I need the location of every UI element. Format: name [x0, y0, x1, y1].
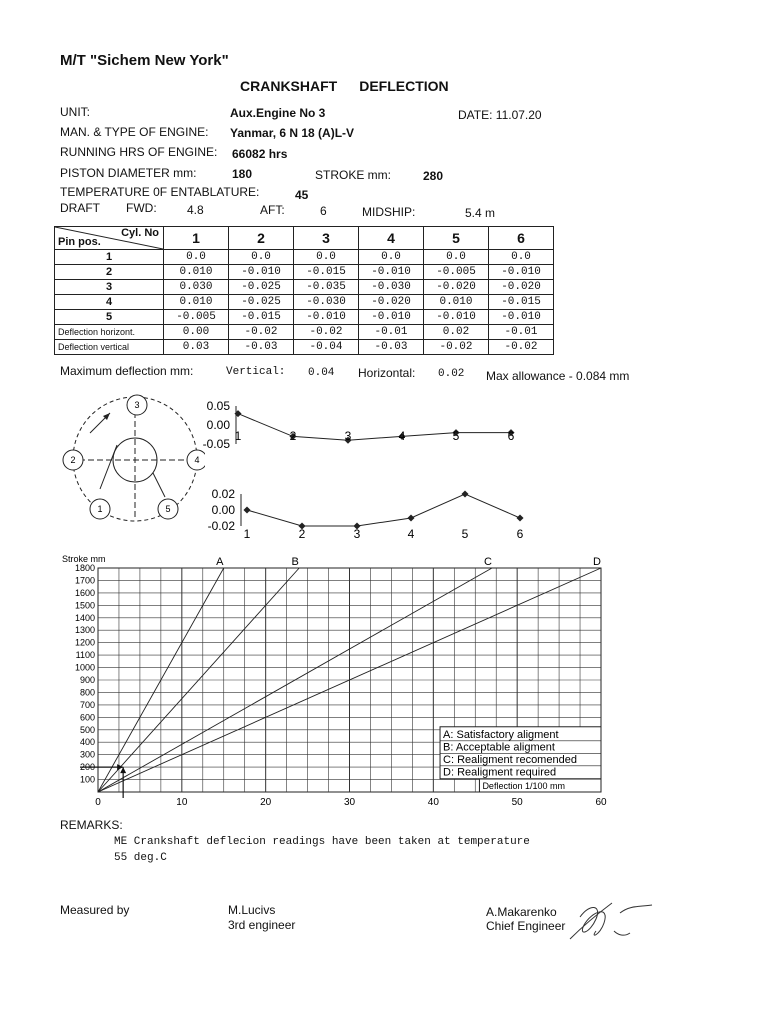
y-tick-label: 1400 — [74, 612, 95, 623]
table-row — [55, 325, 554, 340]
table-cell: 0.010 — [164, 295, 229, 310]
x-tick-label: 30 — [343, 797, 356, 808]
alignment-chart — [56, 552, 656, 812]
row-label: 3 — [55, 280, 164, 295]
y-tick-label: 400 — [79, 737, 95, 748]
y-tick-label: 700 — [79, 699, 95, 710]
remarks-line-1: ME Crankshaft deflecion readings have been taken at temperature — [114, 836, 530, 848]
y-tick-label: 0.02 — [211, 487, 235, 501]
table-cell: -0.02 — [489, 340, 554, 355]
table-row — [55, 310, 554, 325]
table-cell: -0.010 — [359, 310, 424, 325]
table-row — [55, 250, 554, 265]
table-cell: 0.010 — [164, 265, 229, 280]
y-tick-label: 600 — [79, 712, 95, 723]
vertical-deflection-chart — [195, 398, 535, 458]
row-label: 2 — [55, 265, 164, 280]
x-tick-label: 40 — [427, 797, 439, 808]
y-tick-label: 200 — [79, 762, 95, 773]
max-horizontal-label: Horizontal: — [358, 366, 416, 380]
table-row — [55, 265, 554, 280]
max-vertical-label: Vertical: — [226, 366, 286, 378]
data-point — [516, 514, 523, 521]
y-tick-label: 1200 — [74, 637, 95, 648]
x-category-label: 6 — [516, 527, 524, 541]
aft-label: AFT: — [260, 203, 285, 217]
row-label: 4 — [55, 295, 164, 310]
table-cell: 0.00 — [164, 325, 229, 340]
table-cell: -0.030 — [359, 280, 424, 295]
cyl-header: 5 — [424, 227, 489, 250]
table-cell: -0.015 — [489, 295, 554, 310]
piston-label: PISTON DIAMETER mm: — [60, 166, 197, 180]
table-cell: -0.010 — [489, 310, 554, 325]
y-tick-label: 800 — [79, 687, 95, 698]
y-tick-label: 0.00 — [211, 503, 235, 517]
chief-rank: Chief Engineer — [486, 919, 566, 933]
legend-entry: A: Satisfactory aligment — [443, 728, 559, 741]
y-tick-label: 1100 — [75, 650, 95, 661]
table-cell: 0.0 — [424, 250, 489, 265]
y-tick-label: 1500 — [74, 600, 95, 611]
legend-entry: C: Realigment recomended — [443, 753, 577, 766]
y-tick-label: -0.05 — [202, 437, 230, 451]
data-point — [461, 490, 468, 497]
pin-position-label: 2 — [70, 455, 76, 465]
row-label: 5 — [55, 310, 164, 325]
table-row — [55, 295, 554, 310]
table-cell: 0.03 — [164, 340, 229, 355]
cyl-header: 6 — [489, 227, 554, 250]
row-label: Deflection vertical — [55, 340, 164, 355]
pin-position-label: 1 — [97, 504, 103, 514]
table-cell: -0.005 — [424, 265, 489, 280]
fwd-label: FWD: — [126, 201, 157, 215]
x-category-label: 2 — [289, 429, 297, 443]
x-axis-label: Deflection 1/100 mm — [482, 781, 565, 791]
table-cell: -0.020 — [359, 295, 424, 310]
y-tick-label: 1000 — [74, 662, 95, 673]
date-label: DATE: 11.07.20 — [458, 108, 542, 122]
x-tick-label: 20 — [260, 797, 272, 808]
remarks-line-2: 55 deg.C — [114, 852, 167, 864]
cyl-header: 2 — [229, 227, 294, 250]
x-tick-label: 0 — [95, 797, 101, 808]
table-row — [55, 340, 554, 355]
measured-by-label: Measured by — [60, 903, 130, 917]
aft-value: 6 — [320, 204, 327, 218]
y-tick-label: 1800 — [74, 563, 95, 573]
legend-entry: B: Acceptable aligment — [443, 741, 555, 754]
max-deflection-label: Maximum deflection mm: — [60, 364, 194, 378]
table-cell: -0.04 — [294, 340, 359, 355]
table-cell: -0.02 — [229, 325, 294, 340]
table-cell: -0.025 — [229, 295, 294, 310]
y-tick-label: -0.02 — [207, 519, 235, 533]
cyl-header: 1 — [164, 227, 229, 250]
x-category-label: 5 — [452, 429, 460, 443]
title-deflection: DEFLECTION — [359, 78, 449, 94]
table-cell: -0.02 — [424, 340, 489, 355]
x-category-label: 3 — [353, 527, 361, 541]
cyl-header: 3 — [294, 227, 359, 250]
x-category-label: 1 — [243, 527, 251, 541]
x-category-label: 3 — [344, 429, 352, 443]
x-tick-label: 60 — [595, 797, 607, 808]
series-label: C — [484, 556, 492, 568]
y-tick-label: 900 — [79, 675, 95, 685]
y-tick-label: 100 — [79, 774, 95, 785]
remarks-label: REMARKS: — [60, 818, 123, 832]
table-cell: -0.015 — [229, 310, 294, 325]
row-label: Deflection horizont. — [55, 325, 164, 340]
title-crankshaft: CRANKSHAFT — [240, 78, 338, 94]
series-label: D — [593, 556, 601, 568]
handwritten-signature — [560, 895, 660, 945]
x-category-label: 6 — [507, 429, 515, 443]
stroke-value: 280 — [423, 169, 444, 183]
table-header-row — [55, 227, 554, 250]
x-category-label: 4 — [398, 429, 406, 443]
max-horizontal-value: 0.02 — [438, 368, 465, 380]
table-cell: -0.01 — [359, 325, 424, 340]
table-cell: 0.02 — [424, 325, 489, 340]
y-tick-label: 300 — [79, 749, 95, 760]
pin-pos-label: Pin pos. — [58, 236, 101, 248]
max-allowance: Max allowance - 0.084 mm — [486, 369, 630, 383]
table-cell: 0.0 — [489, 250, 554, 265]
chief-name: A.Makarenko — [486, 905, 557, 919]
pin-position-label: 5 — [165, 504, 171, 514]
midship-label: MIDSHIP: — [362, 205, 416, 219]
table-cell: -0.020 — [489, 280, 554, 295]
x-category-label: 1 — [234, 429, 242, 443]
table-cell: -0.03 — [359, 340, 424, 355]
table-cell: -0.015 — [294, 265, 359, 280]
table-cell: -0.03 — [229, 340, 294, 355]
table-cell: -0.010 — [359, 265, 424, 280]
table-corner-cell — [55, 227, 164, 250]
midship-value: 5.4 m — [465, 206, 496, 220]
hrs-label: RUNNING HRS OF ENGINE: — [60, 145, 218, 159]
table-cell: -0.02 — [294, 325, 359, 340]
table-cell: -0.010 — [489, 265, 554, 280]
cyl-no-label: Cyl. No — [121, 227, 159, 239]
y-tick-label: 0.00 — [206, 418, 230, 432]
table-row — [55, 280, 554, 295]
table-cell: -0.010 — [294, 310, 359, 325]
x-category-label: 4 — [407, 527, 415, 541]
stroke-label: STROKE mm: — [315, 168, 392, 182]
data-point — [243, 506, 250, 513]
y-axis-label: Stroke mm — [62, 554, 106, 564]
series-label: B — [291, 556, 299, 568]
max-vertical-value: 0.04 — [308, 367, 335, 379]
pin-position-diagram — [55, 393, 205, 523]
table-cell: -0.010 — [424, 310, 489, 325]
y-tick-label: 1600 — [74, 587, 95, 598]
hrs-value: 66082 hrs — [232, 147, 288, 161]
temp-value: 45 — [295, 188, 309, 202]
fwd-value: 4.8 — [187, 203, 204, 217]
table-cell: 0.010 — [424, 295, 489, 310]
engine-value: Yanmar, 6 N 18 (A)L-V — [230, 126, 355, 140]
series-label: A — [216, 556, 224, 568]
engine-label: MAN. & TYPE OF ENGINE: — [60, 125, 209, 139]
table-cell: 0.0 — [164, 250, 229, 265]
y-tick-label: 1300 — [74, 625, 95, 636]
x-category-label: 5 — [461, 527, 469, 541]
x-tick-label: 10 — [176, 797, 188, 808]
table-cell: -0.035 — [294, 280, 359, 295]
table-cell: 0.030 — [164, 280, 229, 295]
unit-label: UNIT: — [60, 105, 90, 119]
table-cell: -0.030 — [294, 295, 359, 310]
table-cell: 0.0 — [294, 250, 359, 265]
vessel-name: M/T "Sichem New York" — [60, 52, 229, 69]
table-cell: 0.0 — [229, 250, 294, 265]
table-cell: -0.01 — [489, 325, 554, 340]
table-cell: 0.0 — [359, 250, 424, 265]
measured-name: M.Lucivs — [228, 903, 276, 917]
table-cell: -0.005 — [164, 310, 229, 325]
y-tick-label: 1700 — [74, 575, 95, 586]
measured-rank: 3rd engineer — [228, 918, 296, 932]
horizontal-deflection-chart — [200, 484, 540, 542]
cyl-header: 4 — [359, 227, 424, 250]
pin-position-label: 3 — [134, 400, 140, 410]
x-category-label: 2 — [298, 527, 306, 541]
deflection-table — [54, 226, 554, 355]
deflection-line — [247, 494, 520, 526]
draft-label: DRAFT — [60, 201, 100, 215]
deflection-line — [238, 414, 511, 441]
legend-entry: D: Realigment required — [443, 766, 557, 779]
data-point — [407, 514, 414, 521]
table-cell: -0.025 — [229, 280, 294, 295]
temp-label: TEMPERATURE 0F ENTABLATURE: — [60, 185, 260, 199]
table-cell: -0.020 — [424, 280, 489, 295]
table-cell: -0.010 — [229, 265, 294, 280]
x-tick-label: 50 — [511, 797, 523, 808]
unit-value: Aux.Engine No 3 — [230, 106, 326, 120]
y-tick-label: 0.05 — [206, 399, 230, 413]
y-tick-label: 500 — [79, 724, 95, 735]
piston-value: 180 — [232, 167, 253, 181]
pin-position-label: 4 — [194, 455, 200, 465]
document-title — [240, 78, 449, 94]
row-label: 1 — [55, 250, 164, 265]
